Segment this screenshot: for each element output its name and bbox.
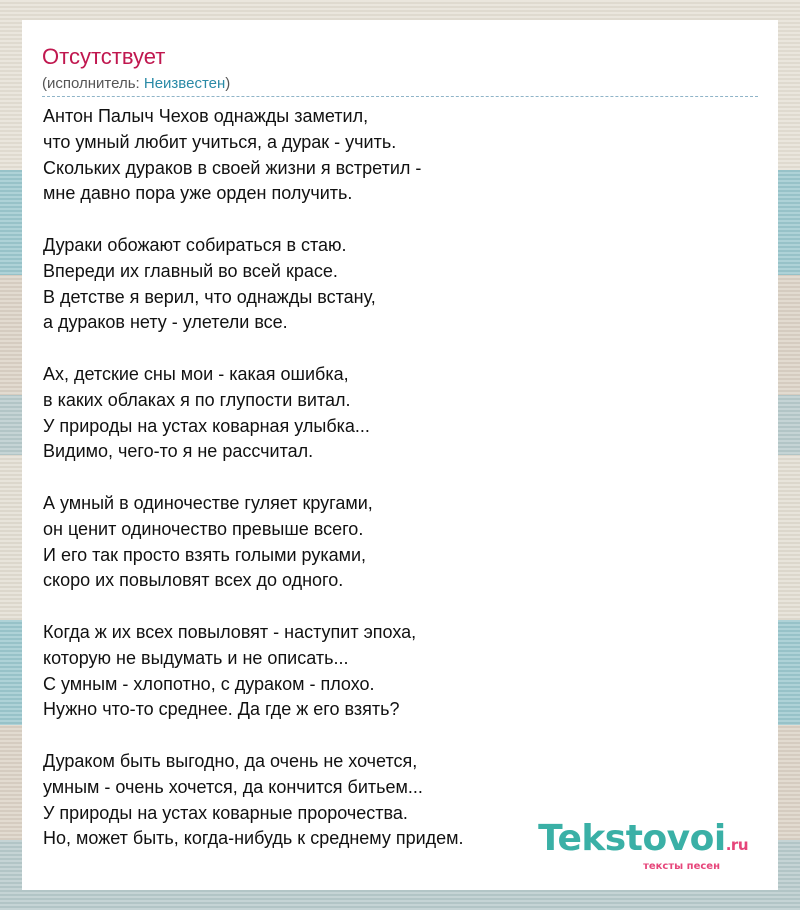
meta-prefix: (исполнитель: [42,75,144,92]
site-logo[interactable] [538,818,748,872]
lyrics-stanza [43,104,758,207]
lyrics-text [43,104,758,878]
lyrics-line: С умным - хлопотно, с дураком - плохо. [43,673,375,694]
song-title: Отсутствует [42,44,166,69]
lyrics-line: а дураков нету - улетели все. [43,312,288,333]
lyrics-line: У природы на устах коварная улыбка... [43,415,370,436]
lyrics-line: Видимо, чего-то я не рассчитал. [43,441,314,462]
logo-wordmark [538,818,748,863]
lyrics-line: он ценит одиночество превыше всего. [43,518,364,539]
lyrics-line: в каких облаках я по глупости витал. [43,389,351,410]
meta-suffix: ) [225,75,231,92]
lyrics-line: Но, может быть, когда-нибудь к среднему придем. [43,828,464,849]
lyrics-line: умным - очень хочется, да кончится битьем... [43,776,423,797]
lyrics-stanza [43,620,758,723]
logo-tagline: тексты песен [643,861,720,872]
lyrics-line: В детстве я верил, что однажды встану, [43,286,376,307]
lyrics-stanza [43,362,758,465]
lyrics-line: Нужно что-то среднее. Да где ж его взять? [43,699,400,720]
lyrics-line: Ах, детские сны мои - какая ошибка, [43,363,349,384]
lyrics-stanza [43,491,758,594]
lyrics-card [22,20,778,890]
lyrics-line: И его так просто взять голыми руками, [43,544,367,565]
lyrics-line: которую не выдумать и не описать... [43,647,349,668]
artist-link[interactable]: Неизвестен [143,75,226,92]
lyrics-line: Впереди их главный во всей красе. [43,260,338,281]
logo-name: Tekstovoi [538,818,726,859]
song-meta [42,74,758,97]
lyrics-line: Антон Палыч Чехов однажды заметил, [43,106,369,126]
lyrics-line: Дураки обожают собираться в стаю. [43,234,347,255]
lyrics-line: скоро их повыловят всех до одного. [43,570,344,591]
lyrics-line: У природы на устах коварные пророчества. [43,802,408,823]
lyrics-line: Дураком быть выгодно, да очень не хочется, [43,750,418,771]
lyrics-line: что умный любит учиться, а дурак - учить. [43,131,397,152]
lyrics-stanza [43,233,758,336]
lyrics-line: мне давно пора уже орден получить. [43,183,353,204]
song-header [42,44,758,97]
lyrics-line: Когда ж их всех повыловят - наступит эпоха, [43,621,417,642]
logo-tld: .ru [725,836,748,854]
lyrics-line: А умный в одиночестве гуляет кругами, [43,492,373,513]
lyrics-line: Скольких дураков в своей жизни я встретил - [43,157,422,178]
